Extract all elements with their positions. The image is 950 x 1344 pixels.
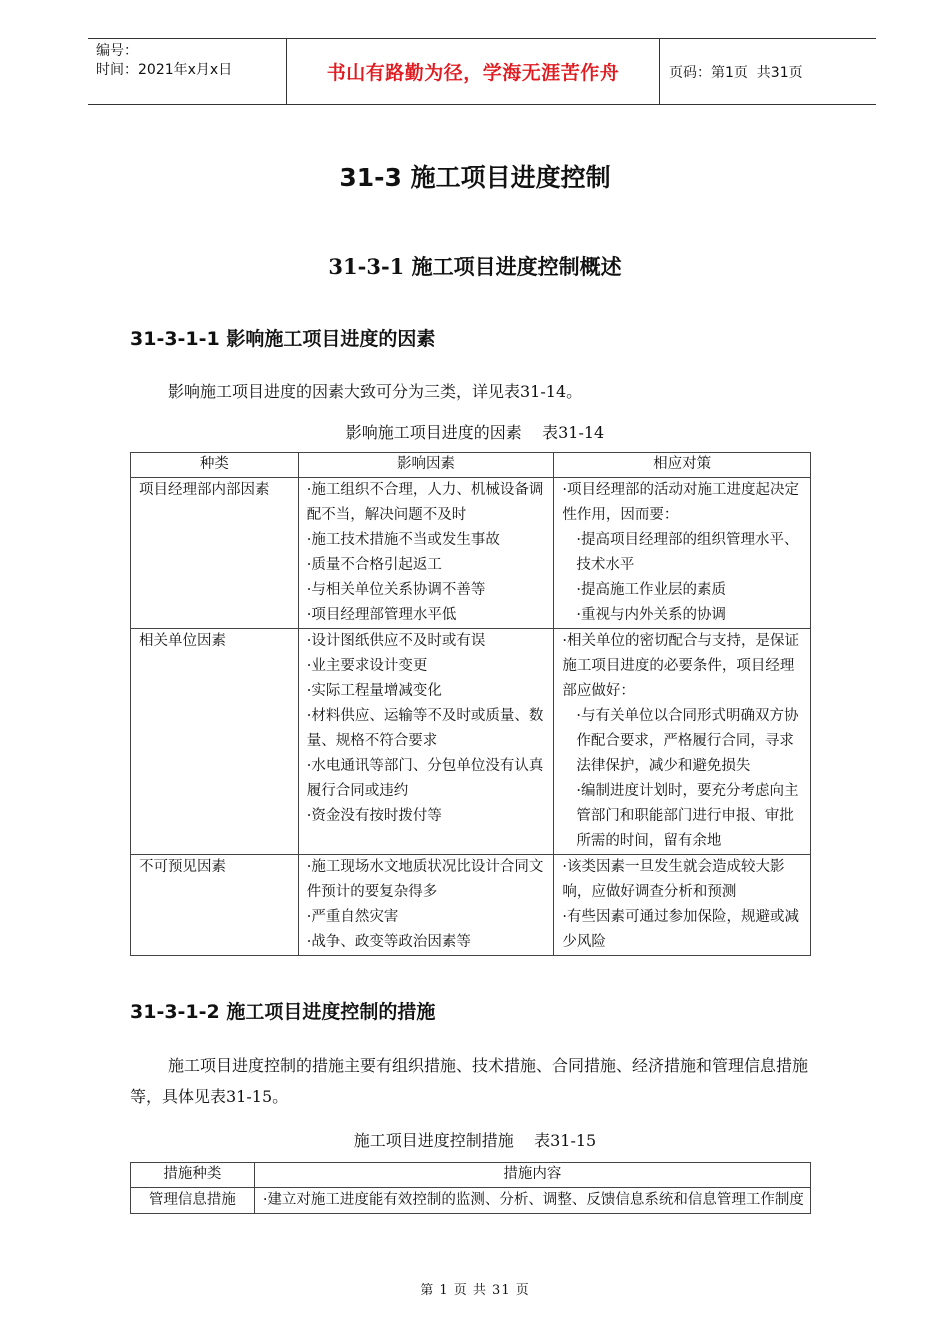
table-row bbox=[131, 629, 811, 855]
column-header: 影响因素 bbox=[298, 453, 554, 478]
paragraph-2: 施工项目进度控制的措施主要有组织措施、技术措施、合同措施、经济措施和管理信息措施等，具体见表31-15。 bbox=[130, 1056, 809, 1106]
table-caption-1-text: 影响施工项目进度的因素 表31-14 bbox=[345, 423, 605, 442]
category-cell: 项目经理部内部因素 bbox=[131, 478, 299, 629]
measures-cell bbox=[554, 478, 811, 629]
factors-table bbox=[130, 452, 811, 956]
measure-item: ·提高施工作业层的素质 bbox=[576, 582, 726, 598]
page-header bbox=[88, 38, 876, 105]
table-caption-1 bbox=[0, 420, 950, 443]
column-header: 措施种类 bbox=[131, 1163, 255, 1188]
category-cell: 相关单位因素 bbox=[131, 629, 299, 855]
factor-item: ·质量不合格引起返工 bbox=[306, 557, 442, 573]
measures-table bbox=[130, 1162, 811, 1214]
factor-item: ·实际工程量增减变化 bbox=[306, 683, 442, 699]
table-row bbox=[131, 1188, 811, 1214]
factors-cell bbox=[298, 629, 554, 855]
factor-item: ·严重自然灾害 bbox=[306, 909, 399, 925]
content-cell: ·建立对施工进度能有效控制的监测、分析、调整、反馈信息系统和信息管理工作制度 bbox=[254, 1188, 810, 1214]
table-row bbox=[131, 478, 811, 629]
measure-item: ·项目经理部的活动对施工进度起决定性作用，因而要： bbox=[562, 482, 799, 523]
table-row bbox=[131, 855, 811, 956]
subsection-heading-1: 31-3-1-1 影响施工项目进度的因素 bbox=[130, 328, 436, 350]
subsection-heading-2: 31-3-1-2 施工项目进度控制的措施 bbox=[130, 1001, 436, 1023]
factor-item: ·施工组织不合理，人力、机械设备调配不当，解决问题不及时 bbox=[306, 482, 544, 523]
factor-item: ·项目经理部管理水平低 bbox=[306, 607, 457, 623]
table-header-row bbox=[131, 1163, 811, 1188]
factor-item: ·战争、政变等政治因素等 bbox=[306, 934, 471, 950]
measures-cell bbox=[554, 855, 811, 956]
factor-item: ·与相关单位关系协调不善等 bbox=[306, 582, 486, 598]
table-caption-2 bbox=[0, 1128, 950, 1151]
document-title: 31-3 施工项目进度控制 bbox=[339, 163, 611, 192]
table-header-row bbox=[131, 453, 811, 478]
header-motto: 书山有路勤为径，学海无涯苦作舟 bbox=[287, 39, 660, 104]
factor-item: ·材料供应、运输等不及时或质量、数量、规格不符合要求 bbox=[306, 708, 544, 749]
factors-cell bbox=[298, 855, 554, 956]
measure-item: ·编制进度计划时，要充分考虑向主管部门和职能部门进行申报、审批所需的时间，留有余地 bbox=[576, 783, 799, 849]
factor-item: ·业主要求设计变更 bbox=[306, 658, 428, 674]
measures-cell bbox=[554, 629, 811, 855]
header-number: 编号： bbox=[96, 43, 138, 59]
category-cell: 管理信息措施 bbox=[131, 1188, 255, 1214]
section-title: 31-3-1 施工项目进度控制概述 bbox=[328, 254, 622, 279]
factor-item: ·水电通讯等部门、分包单位没有认真履行合同或违约 bbox=[306, 758, 544, 799]
table-caption-2-text: 施工项目进度控制措施 表31-15 bbox=[353, 1131, 597, 1150]
factor-item: ·设计图纸供应不及时或有误 bbox=[306, 633, 486, 649]
measure-item: ·重视与内外关系的协调 bbox=[576, 607, 726, 623]
measure-item: ·提高项目经理部的组织管理水平、技术水平 bbox=[576, 532, 799, 573]
measure-item: ·有些因素可通过参加保险，规避或减少风险 bbox=[562, 909, 799, 950]
factor-item: ·资金没有按时拨付等 bbox=[306, 808, 442, 824]
header-page-label: 页码：第1页 共31页 bbox=[669, 64, 803, 81]
column-header: 措施内容 bbox=[254, 1163, 810, 1188]
column-header: 种类 bbox=[131, 453, 299, 478]
header-page bbox=[660, 39, 876, 104]
factor-item: ·施工技术措施不当或发生事故 bbox=[306, 532, 500, 548]
column-header: 相应对策 bbox=[554, 453, 811, 478]
paragraph-1: 影响施工项目进度的因素大致可分为三类，详见表31-14。 bbox=[168, 382, 583, 401]
measure-item: ·相关单位的密切配合与支持，是保证施工项目进度的必要条件，项目经理部应做好： bbox=[562, 633, 799, 699]
header-time: 时间：2021年x月x日 bbox=[96, 62, 233, 78]
factor-item: ·施工现场水文地质状况比设计合同文件预计的要复杂得多 bbox=[306, 859, 544, 900]
factors-cell bbox=[298, 478, 554, 629]
category-cell: 不可预见因素 bbox=[131, 855, 299, 956]
measure-item: ·该类因素一旦发生就会造成较大影响，应做好调查分析和预测 bbox=[562, 859, 785, 900]
measure-item: ·与有关单位以合同形式明确双方协作配合要求，严格履行合同，寻求法律保护，减少和避免损失 bbox=[576, 708, 799, 774]
header-meta bbox=[88, 39, 287, 104]
page-footer: 第 1 页 共 31 页 bbox=[420, 1283, 530, 1298]
